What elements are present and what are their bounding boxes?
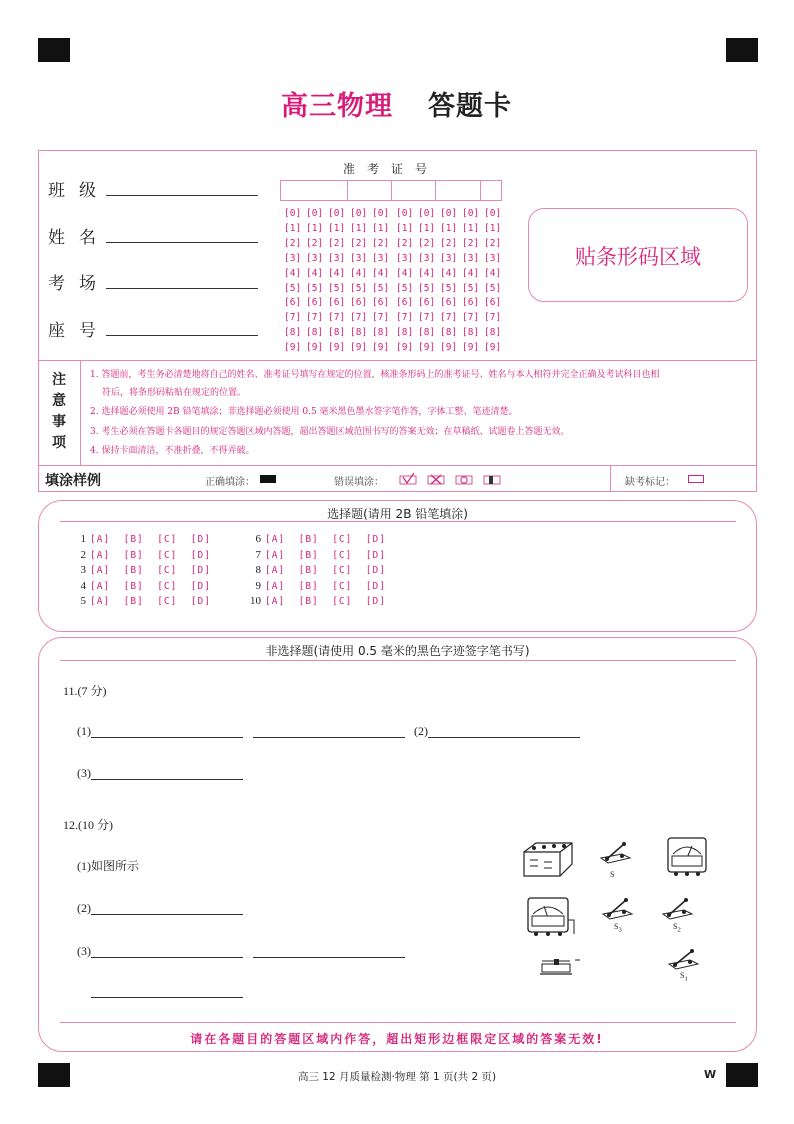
- exam-id-digit-bubble[interactable]: [7]: [284, 312, 302, 324]
- exam-id-digit-bubble[interactable]: [4]: [440, 267, 458, 279]
- exam-id-digit-bubble[interactable]: [6]: [350, 297, 368, 309]
- mc-option-bubbles[interactable]: [A] [B] [C] [D]: [265, 549, 386, 561]
- exam-id-digit-bubble[interactable]: [5]: [372, 282, 390, 294]
- exam-id-digit-bubble[interactable]: [2]: [306, 237, 324, 249]
- absent-mark-box[interactable]: [688, 475, 704, 483]
- mc-option-bubbles[interactable]: [A] [B] [C] [D]: [265, 534, 386, 545]
- exam-id-digit-bubble[interactable]: [5]: [328, 282, 346, 294]
- exam-id-digit-bubble[interactable]: [7]: [328, 312, 346, 324]
- room-label: 考场: [48, 274, 110, 294]
- exam-id-digit-bubble[interactable]: [3]: [396, 252, 414, 264]
- mc-question-number: 1: [80, 533, 86, 545]
- q11-part1-label: (1): [77, 724, 91, 738]
- exam-id-digit-bubble[interactable]: [2]: [396, 237, 414, 249]
- mc-question-number: 2: [80, 548, 86, 561]
- mc-question-number: 4: [80, 579, 86, 592]
- exam-id-digit-bubble[interactable]: [9]: [284, 342, 302, 354]
- mc-question-number: 5: [80, 595, 86, 607]
- switch-s1-label: [680, 971, 688, 983]
- exam-id-digit-column[interactable]: [372, 207, 392, 356]
- exam-id-digit-bubble[interactable]: [1]: [284, 222, 302, 234]
- exam-id-digit-bubble[interactable]: [6]: [484, 297, 502, 309]
- non-choice-section: [38, 637, 757, 1052]
- exam-id-digit-bubble[interactable]: [3]: [350, 252, 368, 264]
- exam-id-digit-bubble[interactable]: [4]: [396, 267, 414, 279]
- exam-id-digit-bubble[interactable]: [5]: [306, 282, 324, 294]
- exam-id-digit-bubble[interactable]: [3]: [284, 252, 302, 264]
- exam-id-digit-column[interactable]: [484, 207, 504, 356]
- corner-marker-top-right: [726, 38, 758, 62]
- exam-id-digit-bubble[interactable]: [1]: [484, 222, 502, 234]
- exam-id-digit-bubble[interactable]: [1]: [306, 222, 324, 234]
- switch-s2-image: [660, 896, 694, 924]
- exam-id-box[interactable]: [391, 180, 436, 200]
- exam-id-digit-bubble[interactable]: [0]: [440, 208, 458, 219]
- exam-id-digit-bubble[interactable]: [6]: [328, 297, 346, 309]
- title-subject: 高三物理: [281, 91, 393, 122]
- exam-id-digit-bubble[interactable]: [8]: [328, 327, 346, 339]
- q12-part2-label: (2): [77, 901, 91, 915]
- fill-sample-label: 填涂样例: [45, 473, 101, 489]
- notice-divider: [38, 465, 757, 466]
- exam-id-digit-bubble[interactable]: [7]: [418, 312, 436, 324]
- notice-heading-char: 事: [52, 414, 66, 430]
- seat-label: 座号: [48, 321, 110, 341]
- room-field[interactable]: [106, 288, 258, 289]
- q12-heading: 12.(10 分): [63, 818, 113, 832]
- q11-part2-label: (2): [414, 724, 428, 738]
- exam-id-digit-column[interactable]: [350, 207, 370, 356]
- switch-s-image: [598, 840, 632, 870]
- mc-option-bubbles[interactable]: [A] [B] [C] [D]: [265, 580, 386, 592]
- exam-id-digit-bubble[interactable]: [7]: [484, 312, 502, 324]
- exam-id-digit-bubble[interactable]: [7]: [396, 312, 414, 324]
- notice-item-1: 1. 答题前，考生务必清楚地将自己的姓名、准考证号填写在规定的位置，核准条形码上的准考证号、姓名与本人相符并完全正确及考试科目也相: [90, 370, 660, 380]
- q12-part3-answer-line[interactable]: [91, 957, 243, 958]
- q12-part2-answer-line[interactable]: [91, 914, 243, 915]
- exam-id-digit-bubble[interactable]: [0]: [418, 208, 436, 219]
- exam-id-digit-bubble[interactable]: [5]: [440, 282, 458, 294]
- exam-id-digit-bubble[interactable]: [5]: [396, 282, 414, 294]
- exam-id-box[interactable]: [347, 180, 392, 200]
- notice-heading-char: 意: [52, 393, 66, 409]
- wrong-fill-label: 错误填涂：: [334, 477, 384, 488]
- exam-id-digit-bubble[interactable]: [4]: [372, 267, 390, 279]
- class-field[interactable]: [106, 195, 258, 196]
- title-answer-sheet: 答题卡: [428, 91, 512, 122]
- switch-s3-image: [600, 896, 634, 924]
- mc-question-number: 7: [255, 548, 261, 561]
- exam-id-digit-bubble[interactable]: [6]: [418, 297, 436, 309]
- switch-s1-subscript: 1: [684, 975, 688, 983]
- exam-id-box-bottom: [280, 200, 502, 201]
- exam-id-digit-bubble[interactable]: [0]: [306, 208, 324, 219]
- seat-field[interactable]: [106, 335, 258, 336]
- exam-id-digit-bubble[interactable]: [1]: [440, 222, 458, 234]
- q11-part1-answer-line[interactable]: [91, 737, 243, 738]
- switch-s1-letter: S: [680, 971, 685, 980]
- correct-fill-sample: [260, 475, 276, 483]
- mc-question-number: 3: [80, 564, 86, 576]
- nc-bottom-rule: [60, 1022, 736, 1023]
- nc-title-underline: [60, 660, 736, 661]
- info-divider: [38, 360, 757, 361]
- switch-s2-label: [673, 922, 681, 934]
- exam-id-digit-bubble[interactable]: [2]: [350, 237, 368, 249]
- exam-id-digit-bubble[interactable]: [7]: [372, 312, 390, 324]
- exam-id-digit-bubble[interactable]: [9]: [462, 342, 480, 354]
- exam-id-title: 准考证号: [342, 162, 439, 176]
- fill-sample-divider: [610, 466, 611, 492]
- exam-id-digit-bubble[interactable]: [7]: [462, 312, 480, 324]
- exam-id-digit-bubble[interactable]: [3]: [328, 252, 346, 264]
- exam-id-digit-bubble[interactable]: [3]: [484, 252, 502, 264]
- wrong-fill-samples: [398, 471, 508, 487]
- exam-id-digit-bubble[interactable]: [6]: [396, 297, 414, 309]
- exam-id-digit-bubble[interactable]: [7]: [440, 312, 458, 324]
- exam-id-box[interactable]: [435, 180, 481, 200]
- exam-id-digit-bubble[interactable]: [5]: [418, 282, 436, 294]
- exam-id-digit-bubble[interactable]: [9]: [484, 342, 502, 354]
- exam-id-digit-bubble[interactable]: [5]: [484, 282, 502, 294]
- exam-id-digit-bubble[interactable]: [8]: [350, 327, 368, 339]
- footer-version-letter: W: [704, 1068, 717, 1081]
- switch-s3-label: [614, 922, 622, 934]
- q12-part3-label: (3): [77, 944, 91, 958]
- exam-id-box[interactable]: [480, 180, 502, 200]
- exam-id-digit-bubble[interactable]: [8]: [440, 327, 458, 339]
- exam-id-digit-bubble[interactable]: [8]: [372, 327, 390, 339]
- switch-s2-subscript: 2: [677, 926, 681, 934]
- exam-id-digit-bubble[interactable]: [8]: [418, 327, 436, 339]
- page-footer: 高三 12 月质量检测·物理 第 1 页(共 2 页): [297, 1071, 497, 1083]
- exam-id-digit-bubble[interactable]: [0]: [284, 208, 302, 219]
- notice-heading-char: 项: [52, 435, 66, 451]
- notice-item-4: 4. 保持卡面清洁，不准折叠，不得弄破。: [90, 446, 255, 456]
- exam-id-digit-bubble[interactable]: [3]: [418, 252, 436, 264]
- exam-id-digit-column[interactable]: [306, 207, 326, 356]
- exam-id-digit-bubble[interactable]: [8]: [306, 327, 324, 339]
- notice-vertical-divider: [80, 360, 81, 465]
- exam-id-digit-bubble[interactable]: [9]: [418, 342, 436, 354]
- switch-s2-letter: S: [673, 922, 678, 931]
- exam-id-digit-bubble[interactable]: [9]: [440, 342, 458, 354]
- exam-id-digit-bubble[interactable]: [7]: [306, 312, 324, 324]
- q11-part3-answer-line[interactable]: [91, 779, 243, 780]
- answer-area-warning: 请在各题目的答题区域内作答，超出矩形边框限定区域的答案无效!: [190, 1032, 604, 1046]
- exam-id-digit-bubble[interactable]: [6]: [462, 297, 480, 309]
- exam-id-digit-bubble[interactable]: [2]: [372, 237, 390, 249]
- exam-id-digit-bubble[interactable]: [3]: [440, 252, 458, 264]
- exam-id-digit-bubble[interactable]: [1]: [418, 222, 436, 234]
- ammeter-image: [664, 834, 710, 878]
- voltmeter-image: [522, 894, 576, 940]
- exam-id-digit-bubble[interactable]: [8]: [462, 327, 480, 339]
- absent-mark-label: 缺考标记：: [625, 477, 675, 488]
- exam-id-digit-bubble[interactable]: [6]: [284, 297, 302, 309]
- mc-title: 选择题(请用 2B 铅笔填涂): [327, 507, 468, 521]
- power-supply-image: [518, 840, 574, 880]
- exam-id-digit-bubble[interactable]: [6]: [372, 297, 390, 309]
- mc-option-bubbles[interactable]: [A] [B] [C] [D]: [265, 596, 386, 607]
- exam-id-digit-bubble[interactable]: [4]: [328, 267, 346, 279]
- mc-question-number: 8: [255, 564, 261, 576]
- exam-id-digit-bubble[interactable]: [1]: [396, 222, 414, 234]
- exam-id-digit-column[interactable]: [462, 207, 482, 356]
- notice-item-3: 3. 考生必须在答题卡各题目的规定答题区域内答题，超出答题区域范围书写的答案无效；在草稿纸、试题卷上答题无效。: [90, 427, 570, 437]
- exam-id-digit-bubble[interactable]: [4]: [350, 267, 368, 279]
- q12-part3-answer-line-2[interactable]: [253, 957, 405, 958]
- exam-id-digit-bubble[interactable]: [9]: [328, 342, 346, 354]
- exam-id-digit-bubble[interactable]: [1]: [328, 222, 346, 234]
- notice-item-1-cont: 符后，将条形码粘贴在规定的位置。: [102, 388, 247, 398]
- mc-option-bubbles[interactable]: [A] [B] [C] [D]: [90, 549, 211, 561]
- exam-id-digit-bubble[interactable]: [1]: [372, 222, 390, 234]
- mc-option-bubbles[interactable]: [A] [B] [C] [D]: [90, 565, 211, 576]
- notice-item-2: 2. 选择题必须使用 2B 铅笔填涂；非选择题必须使用 0.5 毫米黑色墨水签字笔作答，字体工整、笔迹清楚。: [90, 407, 518, 417]
- exam-id-digit-bubble[interactable]: [0]: [328, 208, 346, 219]
- exam-id-digit-bubble[interactable]: [0]: [484, 208, 502, 219]
- barcode-label: 贴条形码区域: [575, 245, 701, 269]
- exam-id-digit-bubble[interactable]: [8]: [484, 327, 502, 339]
- exam-id-digit-bubble[interactable]: [4]: [284, 267, 302, 279]
- switch-s-label: [610, 870, 614, 879]
- name-field[interactable]: [106, 242, 258, 243]
- mc-option-bubbles[interactable]: [A] [B] [C] [D]: [265, 565, 386, 576]
- exam-id-digit-bubble[interactable]: [3]: [372, 252, 390, 264]
- class-label: 班级: [48, 181, 110, 201]
- exam-id-digit-bubble[interactable]: [8]: [284, 327, 302, 339]
- exam-id-digit-column[interactable]: [328, 207, 348, 356]
- q12-part1-label: (1)如图所示: [77, 859, 139, 873]
- exam-id-digit-bubble[interactable]: [0]: [462, 208, 480, 219]
- exam-id-digit-bubble[interactable]: [9]: [396, 342, 414, 354]
- exam-id-box[interactable]: [280, 180, 348, 200]
- exam-id-digit-bubble[interactable]: [2]: [418, 237, 436, 249]
- exam-id-digit-bubble[interactable]: [0]: [350, 208, 368, 219]
- exam-id-digit-bubble[interactable]: [1]: [350, 222, 368, 234]
- nc-title: 非选择题(请使用 0.5 毫米的黑色字迹签字笔书写): [265, 644, 530, 658]
- exam-id-digit-bubble[interactable]: [9]: [350, 342, 368, 354]
- exam-id-digit-bubble[interactable]: [2]: [440, 237, 458, 249]
- exam-id-digit-bubble[interactable]: [9]: [372, 342, 390, 354]
- exam-id-digit-column[interactable]: [284, 207, 304, 356]
- exam-id-digit-bubble[interactable]: [4]: [462, 267, 480, 279]
- exam-id-digit-bubble[interactable]: [2]: [484, 237, 502, 249]
- exam-id-digit-bubble[interactable]: [3]: [306, 252, 324, 264]
- exam-id-digit-bubble[interactable]: [4]: [306, 267, 324, 279]
- q11-part1-answer-line-2[interactable]: [253, 737, 405, 738]
- q11-part3-label: (3): [77, 766, 91, 780]
- mc-option-bubbles[interactable]: [A] [B] [C] [D]: [90, 596, 211, 607]
- exam-id-digit-column[interactable]: [418, 207, 438, 356]
- switch-s3-subscript: 3: [618, 926, 622, 934]
- exam-id-digit-bubble[interactable]: [5]: [350, 282, 368, 294]
- exam-id-digit-bubble[interactable]: [0]: [372, 208, 390, 219]
- switch-s3-letter: S: [614, 922, 619, 931]
- mc-question-number: 6: [255, 533, 261, 545]
- exam-id-digit-bubble[interactable]: [6]: [306, 297, 324, 309]
- q11-part2-answer-line[interactable]: [428, 737, 580, 738]
- corner-marker-top-left: [38, 38, 70, 62]
- exam-id-digit-bubble[interactable]: [5]: [284, 282, 302, 294]
- exam-id-digit-bubble[interactable]: [8]: [396, 327, 414, 339]
- notice-heading: [38, 370, 80, 454]
- exam-id-digit-bubble[interactable]: [7]: [350, 312, 368, 324]
- exam-id-digit-bubble[interactable]: [2]: [284, 237, 302, 249]
- exam-id-digit-bubble[interactable]: [1]: [462, 222, 480, 234]
- switch-s-letter: S: [610, 870, 615, 879]
- q11-heading: 11.(7 分): [63, 684, 107, 698]
- exam-id-digit-bubble[interactable]: [5]: [462, 282, 480, 294]
- exam-id-digit-bubble[interactable]: [6]: [440, 297, 458, 309]
- q12-part3-answer-line-3[interactable]: [91, 997, 243, 998]
- mc-question-number: 9: [255, 579, 261, 592]
- exam-id-digit-bubble[interactable]: [0]: [396, 208, 414, 219]
- exam-id-digit-bubble[interactable]: [9]: [306, 342, 324, 354]
- exam-id-digit-column[interactable]: [440, 207, 460, 356]
- exam-id-digit-bubble[interactable]: [4]: [418, 267, 436, 279]
- mc-option-bubbles[interactable]: [A] [B] [C] [D]: [90, 580, 211, 592]
- mc-option-bubbles[interactable]: [A] [B] [C] [D]: [90, 534, 211, 545]
- name-label: 姓名: [48, 228, 110, 248]
- rheostat-image: [538, 956, 582, 978]
- exam-id-digit-bubble[interactable]: [2]: [328, 237, 346, 249]
- exam-id-digit-bubble[interactable]: [4]: [484, 267, 502, 279]
- correct-fill-label: 正确填涂：: [205, 477, 255, 488]
- notice-heading-char: 注: [52, 372, 66, 388]
- mc-question-number: 10: [250, 595, 261, 607]
- exam-id-digit-bubble[interactable]: [3]: [462, 252, 480, 264]
- exam-id-digit-column[interactable]: [396, 207, 416, 356]
- exam-id-digit-bubble[interactable]: [2]: [462, 237, 480, 249]
